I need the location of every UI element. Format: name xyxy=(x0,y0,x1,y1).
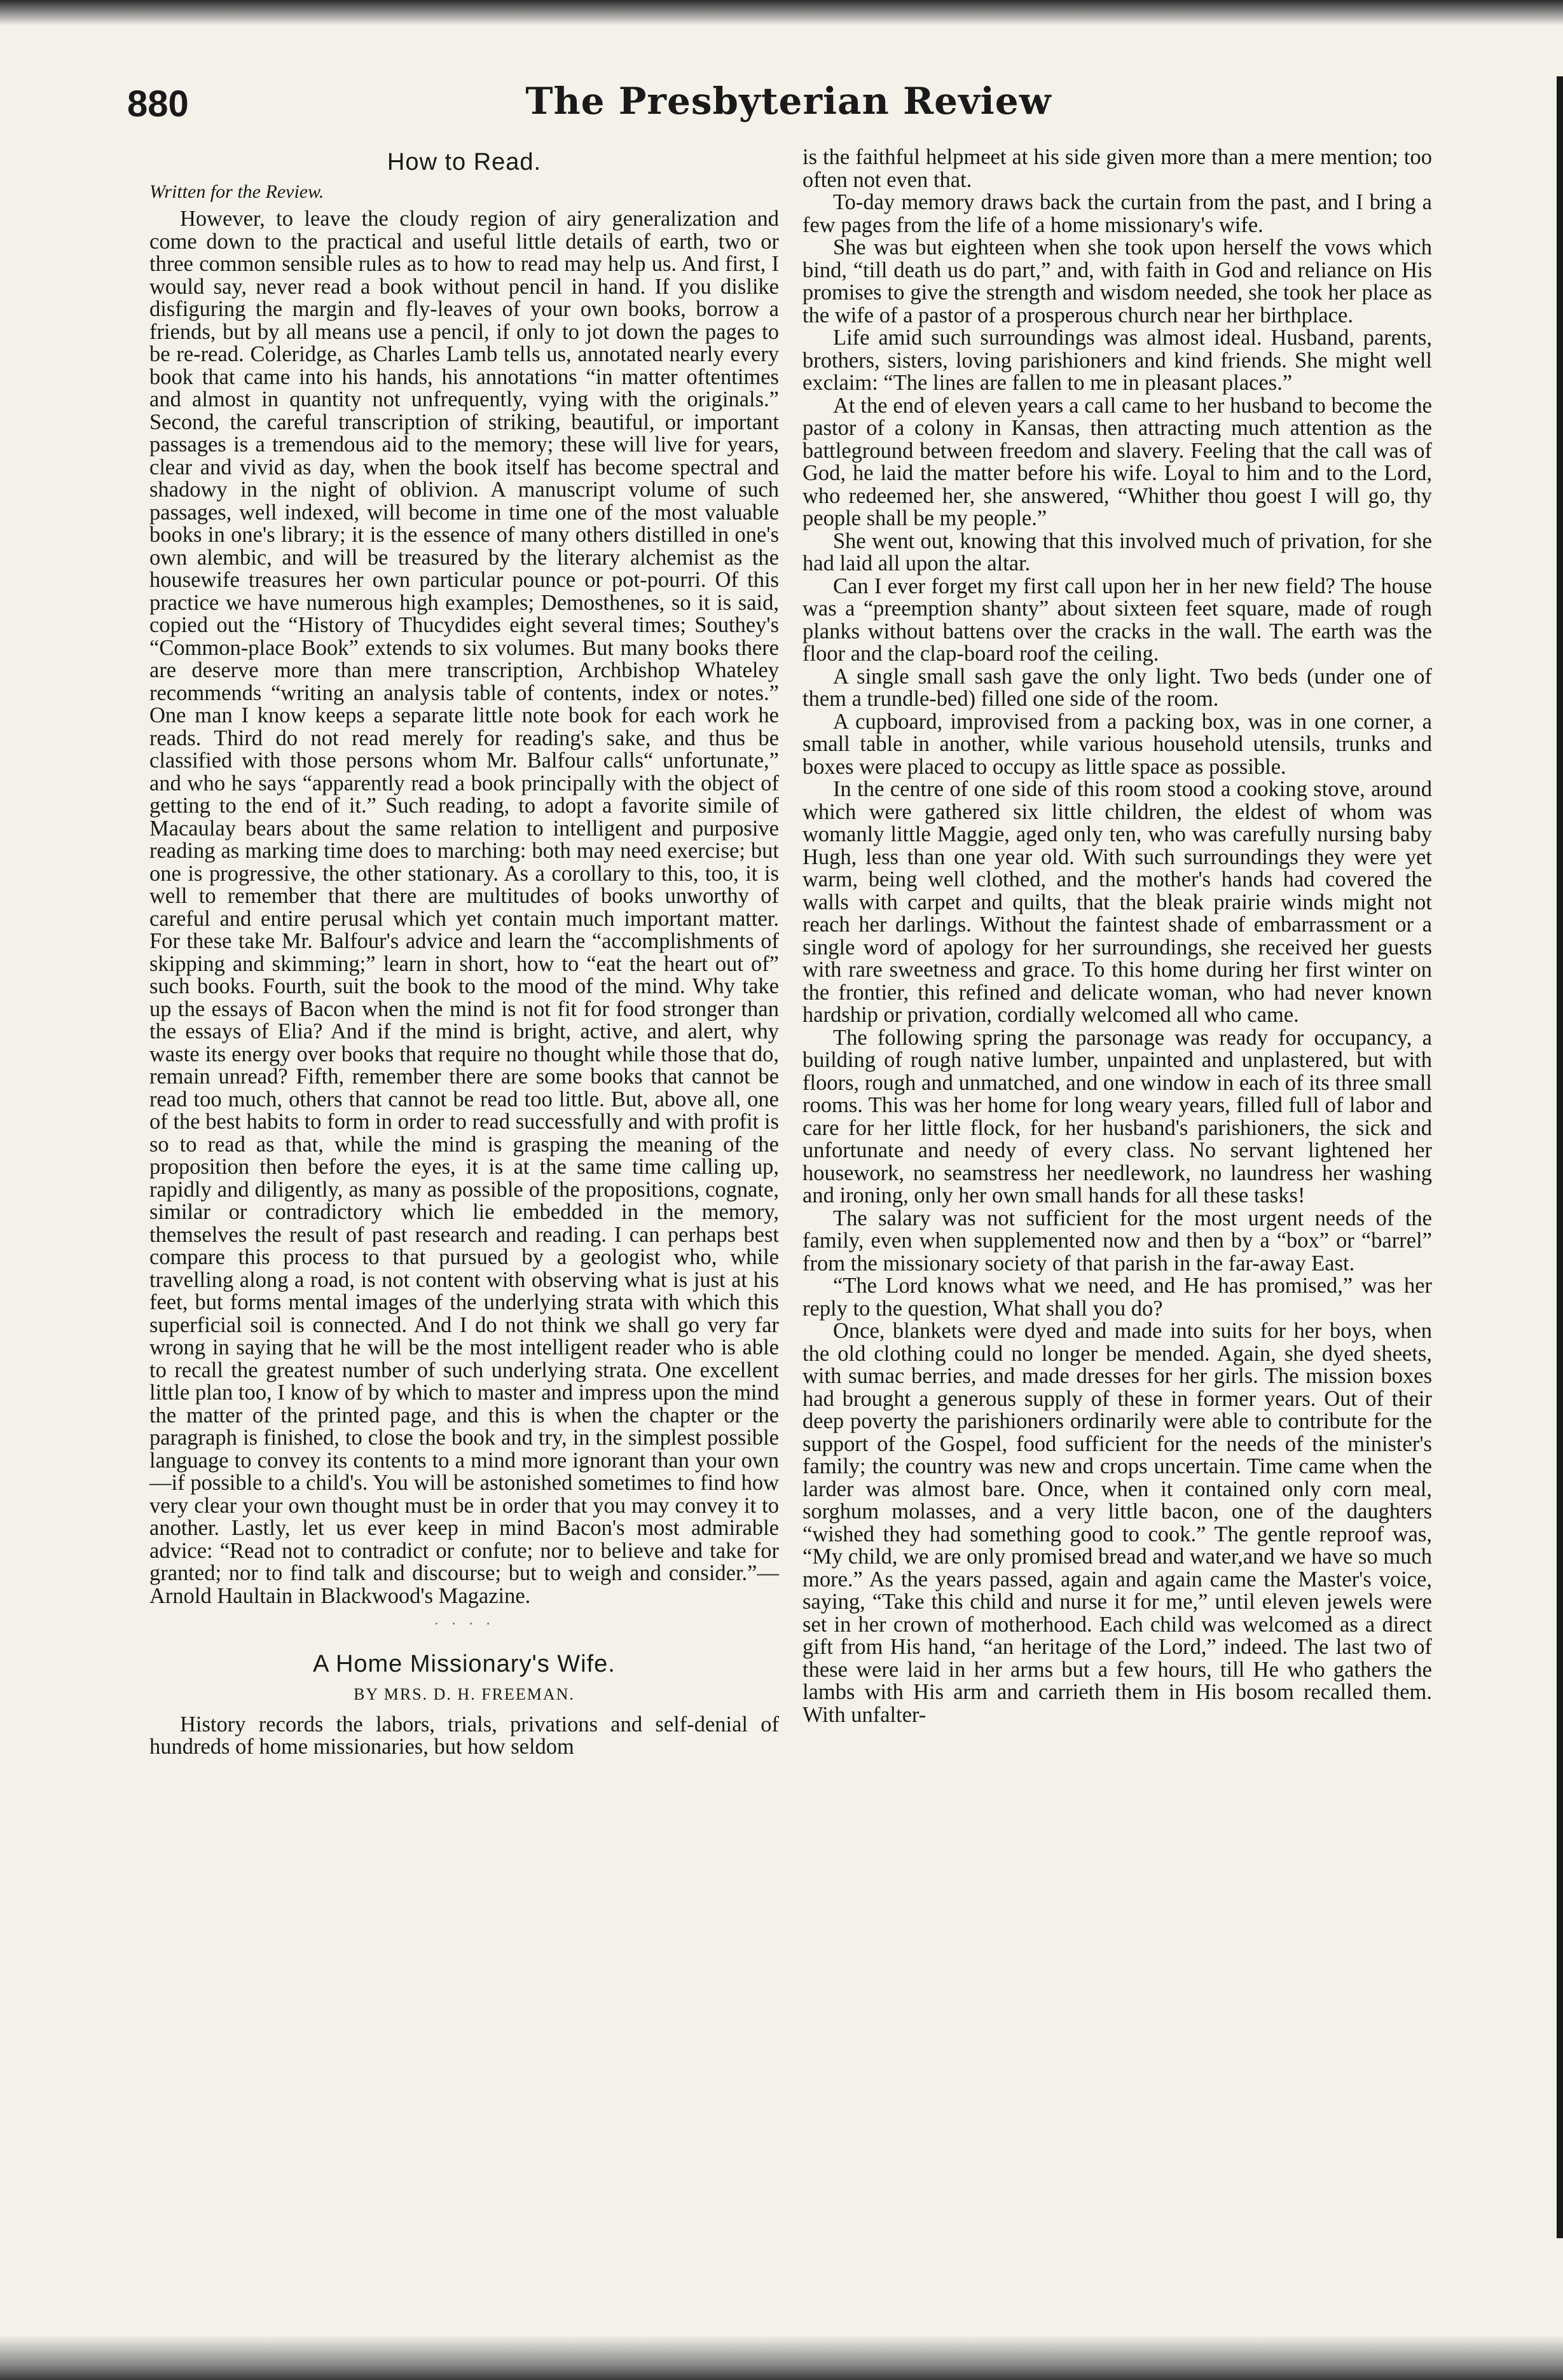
article-paragraph: Life amid such surroundings was almost ideal. Husband, parents, brothers, sisters, loving parishioners and kind friends. She might well exclaim: “The lines are fallen to me in pleasant places.” xyxy=(802,326,1432,395)
article-paragraph: The salary was not sufficient for the most urgent needs of the family, even when supplemented now and then by a “box” or “barrel” from the missionary society of that parish in the far-away East. xyxy=(802,1206,1432,1276)
article-paragraph: History records the labors, trials, privations and self-denial of hundreds of home missionaries, but how seldom xyxy=(149,1712,779,1759)
article-paragraph: However, to leave the cloudy region of airy generalization and come down to the practical and useful little details of earth, two or three common sensible rules as to how to read may help us. And first, I would say, never read a book without pencil in hand. If you dislike disfiguring the margin and fly-leaves of your own books, borrow a friends, but by all means use a pencil, if only to jot down the pages to be re-read. Coleridge, as Charles Lamb tells us, annotated nearly every book that came into his hands, his annotations “in matter oftentimes and almost in quantity not unfrequently, vying with the originals.” Second, the careful transcription of striking, beautiful, or important passages is a tremendous aid to the memory; these will live for years, clear and vivid as day, when the book itself has become spectral and shadowy in the night of oblivion. A manuscript volume of such passages, well indexed, will become in time one of the most valuable books in one's library; it is the essence of many others distilled in one's own alembic, and will be treasured by the literary alchemist as the housewife treasures her own particular pounce or pot-pourri. Of this practice we have numerous high examples; Demosthenes, so it is said, copied out the “History of Thucydides eight several times; Southey's “Common-place Book” extends to six volumes. But many books there are deserve more than mere transcription, Archbishop Whateley recommends “writing an analysis table of contents, index or notes.” One man I know keeps a separate little note book for each work he reads. Third do not read merely for reading's sake, and thus be classified with those persons whom Mr. Balfour calls“ unfortunate,” and who he says “apparently read a book principally with the object of getting to the end of it.” Such reading, to adopt a favorite simile of Macaulay bears about the same relation to intelligent and purposive reading as marking time does to marching: both may need exercise; but one is progressive, the other stationary. As a corollary to this, too, it is well to remember that there are multitudes of books unworthy of careful and entire perusal which yet contain much important matter. For these take Mr. Balfour's advice and learn the “accomplishments of skipping and skimming;” learn in short, how to “eat the heart out of” such books. Fourth, suit the book to the mood of the mind. Why take up the essays of Bacon when the mind is not fit for food stronger than the essays of Elia? And if the mind is bright, active, and alert, why waste its energy over books that require no thought while those that do, remain unread? Fifth, remember there are some books that cannot be read too much, others that cannot be read too little. But, above all, one of the best habits to form in order to read successfully and with profit is so to read as that, while the mind is grasping the meaning of the proposition then before the eyes, it is at the same time calling up, rapidly and diligently, as many as possible of the propositions, cognate, similar or contradictory which lie embedded in the memory, themselves the result of past research and reading. I can perhaps best compare this process to that pursued by a geologist who, while travelling along a road, is not content with observing what is just at his feet, but forms mental images of the underlying strata with which this superficial soil is connected. And I do not think we shall go very far wrong in saying that he will be the most intelligent reader who is able to recall the greatest number of such underlying strata. One excellent little plan too, I know of by which to master and impress upon the mind the matter of the printed page, and this is when the chapter or the paragraph is finished, to close the book and try, in the simplest possible language to convey its contents to a mind more ignorant than your own—if possible to a child's. You will be astonished sometimes to find how very clear your own thought must be in order that you may convey it to another. Lastly, let us ever keep in mind Bacon's most admirable advice: “Read not to contradict or confute; nor to believe and take for granted; nor to find talk and discourse; but to weigh and consider.”—Arnold Haultain in Blackwood's Magazine. xyxy=(149,207,779,1608)
article-paragraph: In the centre of one side of this room stood a cooking stove, around which were gathered six little children, the eldest of whom was womanly little Maggie, aged only ten, who was carefully nursing baby Hugh, less than one year old. With such surroundings they were yet warm, being well clothed, and the mother's hands had covered the walls with carpet and quilts, that the bleak prairie winds might not reach her darlings. Without the faintest shade of embarrassment or a single word of apology for her surroundings, she received her guests with rare sweetness and grace. To this home during her first winter on the frontier, this refined and delicate woman, who had never known hardship or privation, cordially welcomed all who came. xyxy=(802,777,1432,1027)
article-paragraph: is the faithful helpmeet at his side given more than a mere mention; too often not even that. xyxy=(802,145,1432,192)
article-paragraph: To-day memory draws back the curtain from the past, and I bring a few pages from the life of a home missionary's wife. xyxy=(802,190,1432,237)
article-paragraph: A single small sash gave the only light. Two beds (under one of them a trundle-bed) filled one side of the room. xyxy=(802,664,1432,711)
journal-title: The Presbyterian Review xyxy=(525,79,1052,123)
article-byline-author: BY MRS. D. H. FREEMAN. xyxy=(354,1685,575,1703)
article-paragraph: The following spring the parsonage was ready for occupancy, a building of rough native lumber, unpainted and unplastered, but with floors, rough and unmatched, and one window in each of its three small rooms. This was her home for long weary years, filled full of labor and care for her little flock, for her husband's parishioners, the sick and unfortunate and needy of every class. No servant lightened her housework, no seamstress her needlework, no laundress her washing and ironing, only her own small hands for all these tasks! xyxy=(802,1025,1432,1207)
article-byline-written-for-review: Written for the Review. xyxy=(149,181,324,202)
page-header xyxy=(127,76,1437,134)
article-paragraph: “The Lord knows what we need, and He has promised,” was her reply to the question, What shall you do? xyxy=(802,1274,1432,1321)
article-paragraph: She went out, knowing that this involved much of privation, for she had laid all upon the altar. xyxy=(802,528,1432,575)
left-column xyxy=(149,146,779,1759)
article-paragraph: At the end of eleven years a call came to her husband to become the pastor of a colony in Kansas, then attracting much attention as the battleground between freedom and slavery. Feeling that the call was of God, he laid the matter before his wife. Loyal to him and to the Lord, who redeemed her, she answered, “Whither thou goest I will go, thy people shall be my people.” xyxy=(802,393,1432,530)
page-bottom-edge xyxy=(0,2335,1563,2380)
page-right-edge xyxy=(1557,76,1563,2238)
article-title-how-to-read: How to Read. xyxy=(387,149,542,175)
article-title-home-missionarys-wife: A Home Missionary's Wife. xyxy=(313,1650,616,1677)
section-divider: · · · · xyxy=(433,1614,495,1633)
article-paragraph: She was but eighteen when she took upon herself the vows which bind, “till death us do part,” and, with faith in God and reliance on His promises to give the strength and wisdom needed, she took her place as the wife of a pastor of a prosperous church near her birthplace. xyxy=(802,235,1432,327)
article-paragraph: Can I ever forget my first call upon her in her new field? The house was a “preemption shanty” about sixteen feet square, made of rough planks without battens over the cracks in the wall. The earth was the floor and the clap-board roof the ceiling. xyxy=(802,574,1432,666)
page-number: 880 xyxy=(127,83,189,125)
article-paragraph: Once, blankets were dyed and made into suits for her boys, when the old clothing could no longer be mended. Again, she dyed sheets, with sumac berries, and made dresses for her girls. The mission boxes had brought a generous supply of these in former years. Out of their deep poverty the parishioners ordinarily were able to contribute for the support of the Gospel, food sufficient for the needs of the minister's family; the country was new and crops uncertain. Time came when the larder was almost bare. Once, when it contained only corn meal, sorghum molasses, and a very little bacon, one of the daughters “wished they had something good to cook.” The gentle reproof was, “My child, we are only promised bread and water,and we have so much more.” As the years passed, again and again came the Master's voice, saying, “Take this child and nurse it for me,” until eleven jewels were set in her crown of motherhood. Each child was welcomed as a direct gift from His hand, “an heritage of the Lord,” indeed. The last two of these were laid in her arms but a few hours, till He who gathers the lambs with His arm and carrieth them in His bosom recalled them. With unfalter- xyxy=(802,1319,1432,1727)
article-paragraph: A cupboard, improvised from a packing box, was in one corner, a small table in another, while various household utensils, trunks and boxes were placed to occupy as little space as possible. xyxy=(802,709,1432,779)
page-top-edge xyxy=(0,0,1563,25)
right-column xyxy=(802,146,1432,1726)
